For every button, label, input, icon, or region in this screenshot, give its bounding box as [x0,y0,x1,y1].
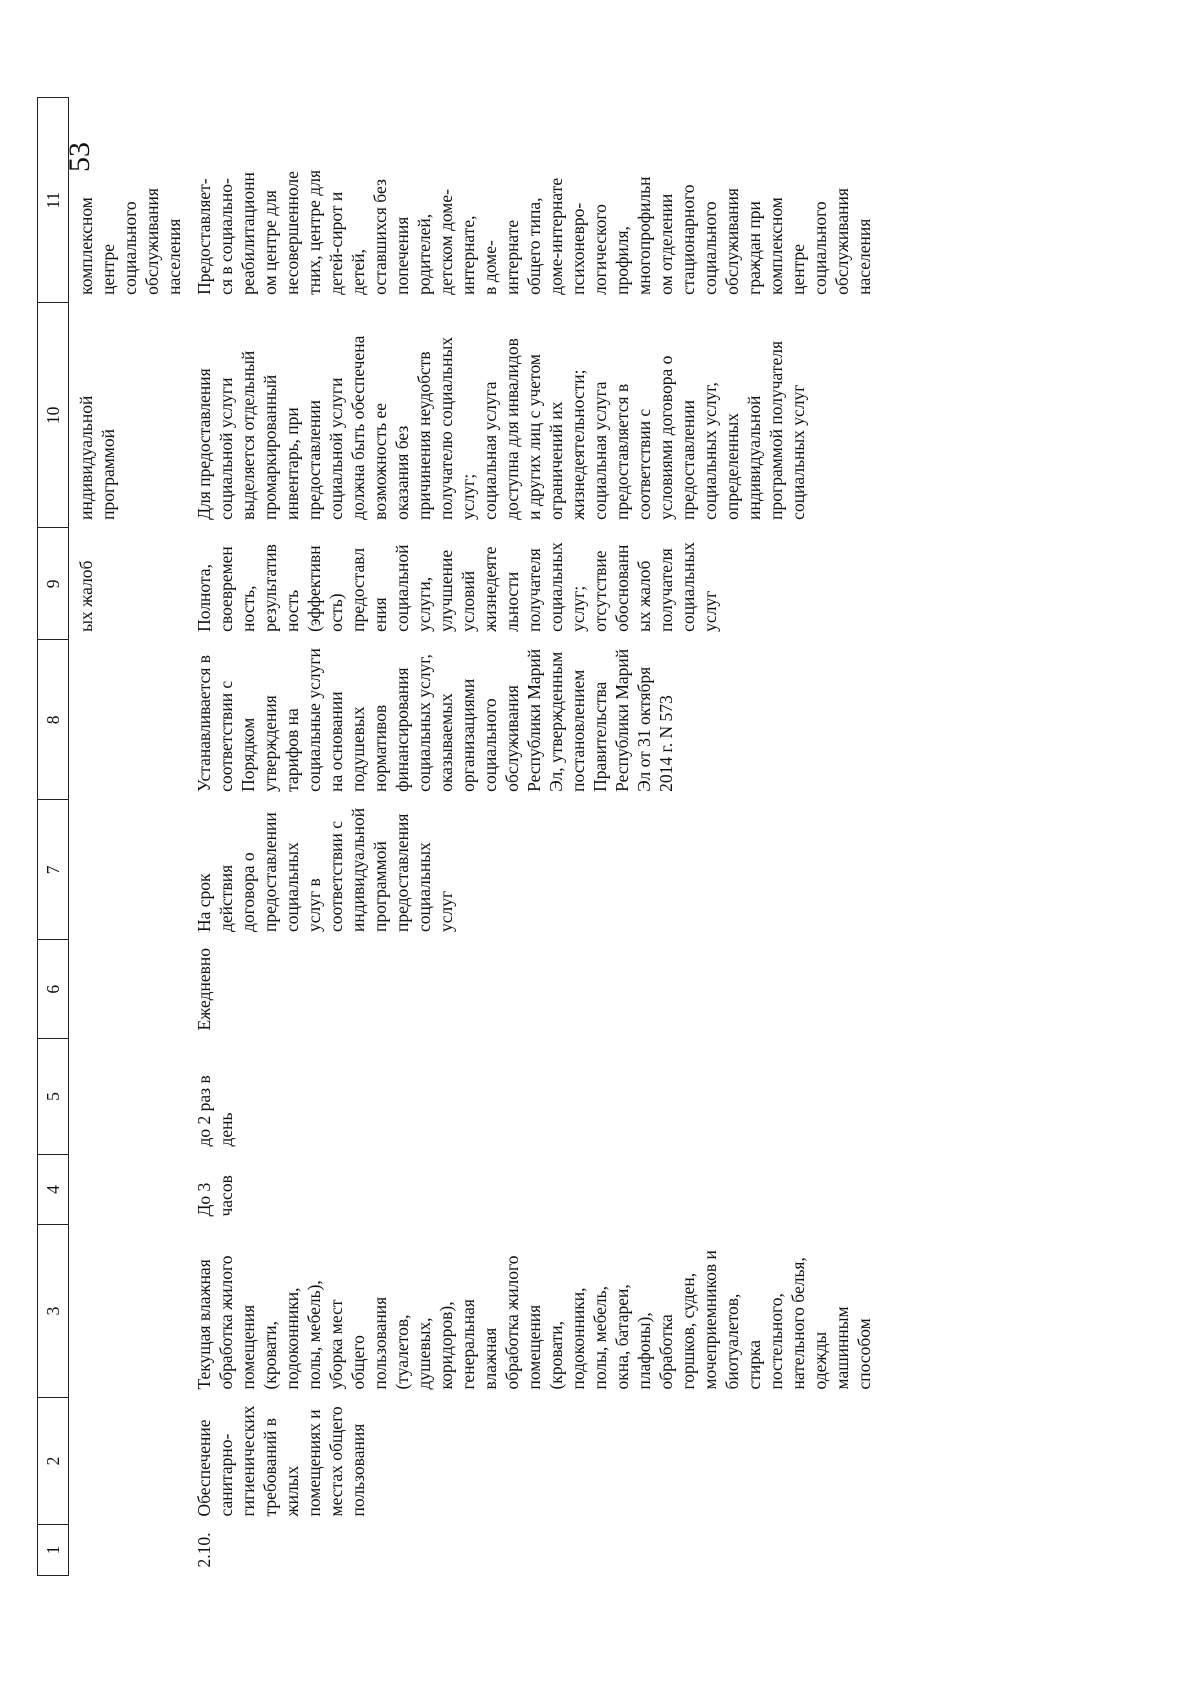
empty-cell [69,1525,186,1576]
frequency-cell: до 2 раз в день [194,1075,236,1147]
conditions-cell: Для предоставления социальной услуги выделяется отдельный промаркированный инвентарь, при предоставлении социальной услуги должна быть обеспечена возможность ее оказания без причинения неудобств получателю социальных услуг; социальная услуга доступна для инвалидов и других лиц с учетом ограничений их жизнедеятельности; социальная услуга предоставляется в соответствии с условиями договора о предоставлении социальных услуг, определенных индивидуальной программой получателя социальных услуг [194,335,808,520]
empty-cell [69,640,186,800]
empty-cell [69,940,186,1039]
continuation-conditions-cell: индивидуальной программой [76,395,118,520]
continuation-quality-cell: ых жалоб [76,560,96,632]
social-services-table [37,97,875,1576]
page-number: 53 [63,142,96,172]
column-number: 10 [38,303,69,528]
row-number-cell: 2.10. [194,1532,214,1568]
continuation-providers-cell: комплексном центре социального обслуживания населения [76,188,184,295]
column-number: 9 [38,528,69,640]
schedule-cell: Ежедневно [194,948,214,1031]
column-number: 1 [38,1525,69,1576]
term-cell: На срок действия договора о предоставлении социальных услуг в соответствии с индивидуальной программой предоставления социальных услуг [194,807,456,932]
providers-cell: Предоставляет- ся в социально- реабилитационн ом центре для несовершенноле тних, центре для детей-сирот и детей, оставшихся без попечения родителей, детском доме- интернате, в доме- интернате общего типа, доме-интернате психоневро- логического профиля, многопрофильн ом отделении стационарного социального обслуживания граждан при комплексном центре социального обслуживания населения [194,170,874,295]
empty-cell [69,1039,186,1155]
column-number: 11 [38,98,69,303]
column-number: 7 [38,800,69,940]
service-content-cell: Текущая влажная обработка жилого помещения (кровати, подоконники, полы, мебель), уборка мест общего пользования (туалетов, душевых, коридоров), генеральная влажная обработка жилого помещения (кровати, подоконники, полы, мебель, окна, батареи, плафоны), обработка горшков, суден, мочеприемников и биотуалетов, стирка постельного, нательного белья, одежды машинным способом [194,1250,874,1390]
continuation-row [69,98,186,1576]
empty-cell [69,1398,186,1525]
column-number: 2 [38,1398,69,1525]
empty-cell [69,800,186,940]
tariff-cell: Устанавливается в соответствии с Порядком утверждения тарифов на социальные услуги на основании подушевых нормативов финансирования социальных услуг, оказываемых организациями социального обслуживания Республики Марий Эл, утвержденным постановлением Правительства Республики Марий Эл от 31 октября 2014 г. N 573 [194,648,676,792]
column-number: 3 [38,1225,69,1398]
service-name-cell: Обеспечение санитарно- гигиенических требований в жилых помещениях и местах общего пользования [194,1405,368,1517]
column-number: 6 [38,940,69,1039]
column-number-header-row [38,98,69,1576]
column-number: 5 [38,1039,69,1155]
empty-cell [69,1155,186,1225]
column-number: 4 [38,1155,69,1225]
column-number: 8 [38,640,69,800]
empty-cell [69,1225,186,1398]
duration-cell: До 3 часов [194,1175,236,1217]
quality-indicators-cell: Полнота, своевремен ность, результатив ность (эффективн ость) предоставл ения социальной услуги, улучшение условий жизнедеяте льности получателя социальных услуг; отсутствие обоснованн ых жалоб получателя социальных услуг [194,542,720,632]
table-row [185,98,875,1576]
